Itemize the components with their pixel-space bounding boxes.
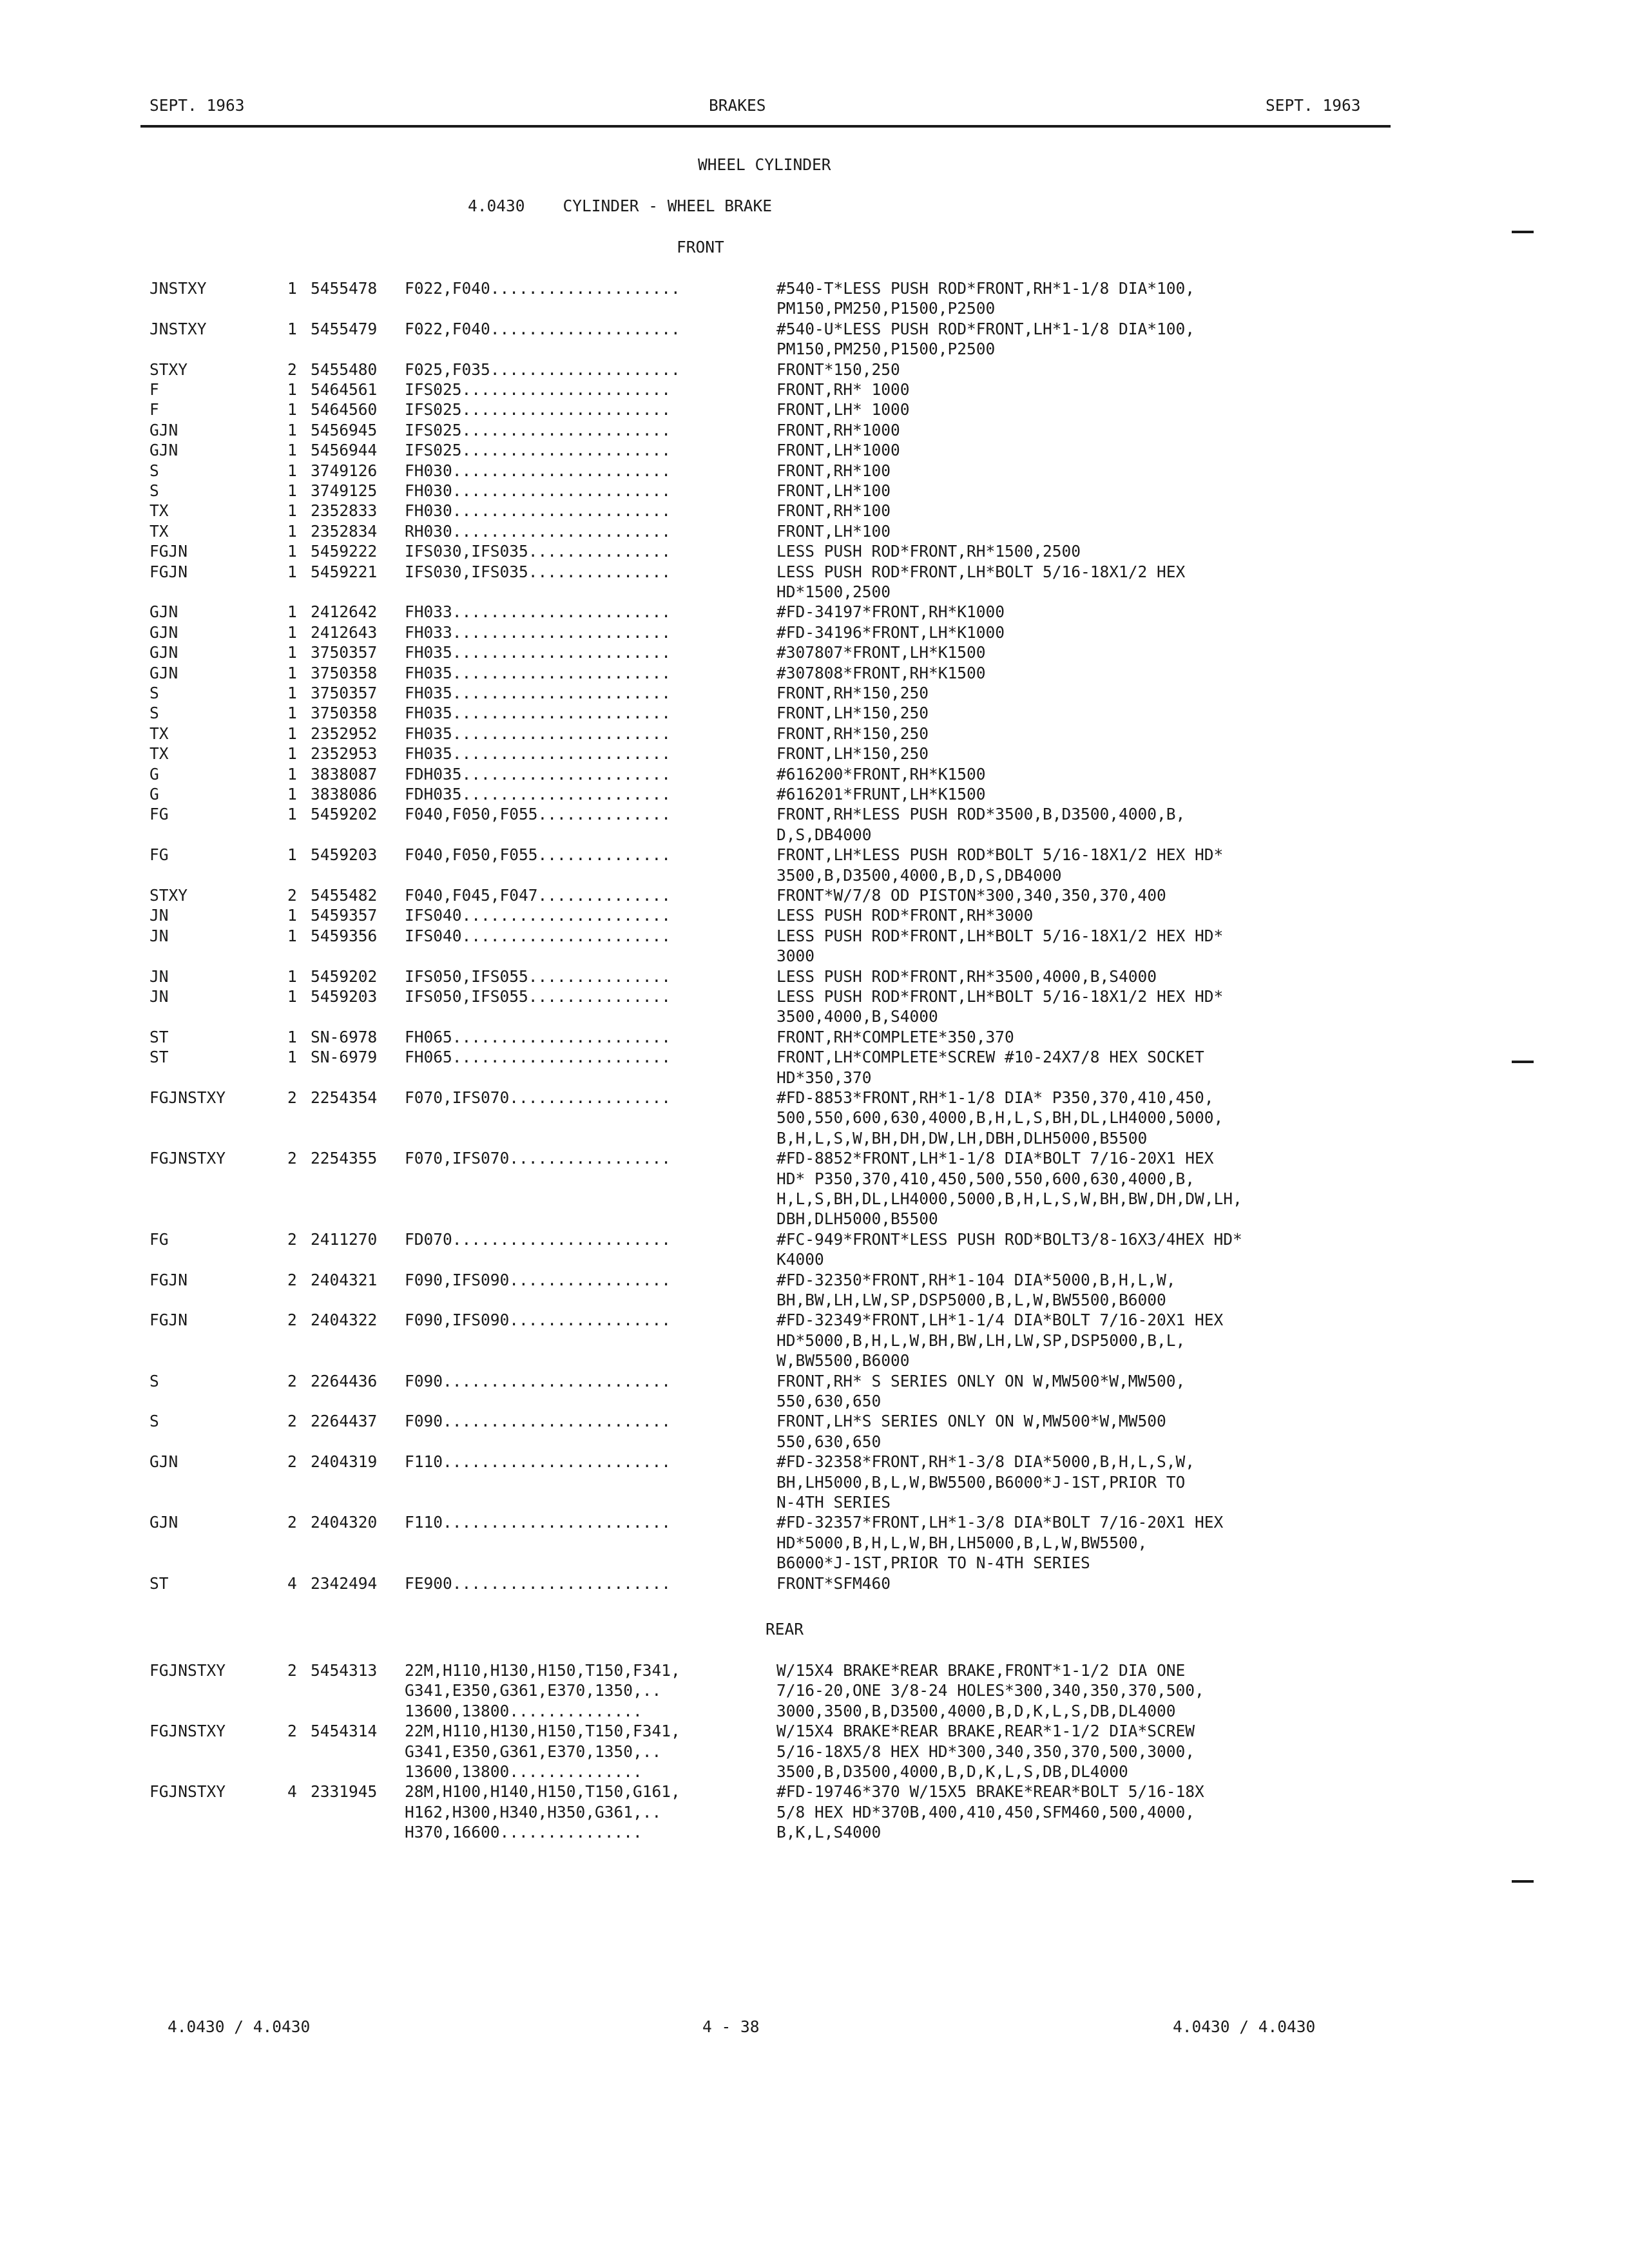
quantity: 2	[287, 360, 297, 379]
applicability-code: STXY	[149, 360, 188, 379]
applicability-code: ST	[149, 1573, 169, 1593]
part-description: #307807*FRONT,LH*K1500	[776, 643, 986, 662]
model-list: RH030.......................	[405, 521, 671, 541]
quantity: 1	[287, 704, 297, 723]
part-description: FRONT,RH*150,250	[776, 684, 929, 702]
applicability-code: JN	[149, 987, 169, 1006]
part-description: FRONT*SFM460	[776, 1573, 891, 1593]
part-description: LESS PUSH ROD*FRONT,LH*BOLT 5/16-18X1/2 HEX HD* 3500,4000,B,S4000	[776, 987, 1224, 1026]
part-description: FRONT*150,250	[776, 360, 900, 379]
part-number: 3750358	[311, 663, 378, 682]
part-number: 2342494	[311, 1573, 378, 1593]
quantity: 1	[287, 744, 297, 764]
part-description: #307808*FRONT,RH*K1500	[776, 663, 986, 682]
header-date-right: SEPT. 1963	[1266, 96, 1361, 115]
model-list: FE900.......................	[405, 1573, 671, 1593]
part-description: FRONT,RH*150,250	[776, 724, 929, 743]
model-list: FH033.......................	[405, 622, 671, 642]
model-list: F090,IFS090.................	[405, 1270, 671, 1289]
model-list: FDH035......................	[405, 764, 671, 783]
quantity: 1	[287, 380, 297, 399]
model-list: F025,F035....................	[405, 360, 680, 379]
part-number: 2412642	[311, 602, 378, 622]
applicability-code: TX	[149, 521, 169, 541]
model-list: F022,F040....................	[405, 279, 680, 298]
model-list: FDH035......................	[405, 785, 671, 803]
quantity: 1	[287, 987, 297, 1006]
part-description: #540-T*LESS PUSH ROD*FRONT,RH*1-1/8 DIA*100, PM150,PM250,P1500,P2500	[776, 279, 1195, 318]
part-description: #FD-34197*FRONT,RH*K1000	[776, 602, 1005, 622]
front-section-label: FRONT	[677, 238, 724, 256]
page-title: WHEEL CYLINDER	[698, 155, 831, 174]
applicability-code: JN	[149, 926, 169, 945]
model-list: FD070.......................	[405, 1229, 671, 1249]
model-list: F070,IFS070.................	[405, 1149, 671, 1168]
part-number: 2404322	[311, 1311, 378, 1330]
model-list: FH030.......................	[405, 501, 671, 521]
part-description: #FD-32358*FRONT,RH*1-3/8 DIA*5000,B,H,L,S,W, BH,LH5000,B,L,W,BW5500,B6000*J-1ST,PRIOR TO N-4TH SERIES	[776, 1452, 1195, 1512]
quantity: 1	[287, 562, 297, 581]
quantity: 1	[287, 542, 297, 561]
quantity: 2	[287, 1088, 297, 1107]
part-description: FRONT,LH*150,250	[776, 704, 929, 723]
part-number: 2404319	[311, 1452, 378, 1472]
model-list: F022,F040....................	[405, 319, 680, 338]
quantity: 2	[287, 1722, 297, 1741]
applicability-code: FGJN	[149, 542, 188, 561]
applicability-code: TX	[149, 724, 169, 743]
part-number: 5455480	[311, 360, 378, 379]
part-number: 5459221	[311, 562, 378, 581]
part-description: FRONT,LH*COMPLETE*SCREW #10-24X7/8 HEX SOCKET HD*350,370	[776, 1048, 1204, 1087]
part-description: FRONT,LH*1000	[776, 441, 900, 460]
part-number: 2352834	[311, 521, 378, 541]
quantity: 1	[287, 1048, 297, 1067]
part-number: 5459203	[311, 987, 378, 1006]
quantity: 1	[287, 845, 297, 865]
model-list: F040,F045,F047..............	[405, 886, 671, 905]
applicability-code: FG	[149, 845, 169, 865]
applicability-code: JN	[149, 966, 169, 986]
part-description: #616200*FRONT,RH*K1500	[776, 764, 986, 783]
quantity: 1	[287, 441, 297, 460]
footer-ref-left: 4.0430 / 4.0430	[168, 2017, 311, 2036]
part-description: FRONT,LH*LESS PUSH ROD*BOLT 5/16-18X1/2 HEX HD* 3500,B,D3500,4000,B,D,S,DB4000	[776, 845, 1224, 885]
part-description: W/15X4 BRAKE*REAR BRAKE,REAR*1-1/2 DIA*SCREW 5/16-18X5/8 HEX HD*300,340,350,370,500,3000, 3500,B,D3500,4000,B,D,K,L,S,DB,DL4000	[776, 1722, 1195, 1781]
part-number: 2254354	[311, 1088, 378, 1107]
margin-mark	[1512, 1880, 1534, 1883]
part-description: FRONT,RH* S SERIES ONLY ON W,MW500*W,MW500, 550,630,650	[776, 1371, 1186, 1410]
model-list: 22M,H110,H130,H150,T150,F341, G341,E350,G361,E370,1350,.. 13600,13800..............	[405, 1722, 680, 1781]
part-description: W/15X4 BRAKE*REAR BRAKE,FRONT*1-1/2 DIA ONE 7/16-20,ONE 3/8-24 HOLES*300,340,350,370,500, 3000,3500,B,D3500,4000,B,D,K,L,S,DB,DL4000	[776, 1661, 1204, 1720]
part-number: 5459202	[311, 805, 378, 824]
part-number: 5459356	[311, 926, 378, 945]
applicability-code: S	[149, 684, 159, 702]
applicability-code: JNSTXY	[149, 319, 207, 338]
model-list: FH065.......................	[405, 1048, 671, 1067]
model-list: IFS040......................	[405, 906, 671, 925]
model-list: IFS040......................	[405, 926, 671, 945]
footer-ref-right: 4.0430 / 4.0430	[1173, 2017, 1316, 2036]
part-number: 3750358	[311, 704, 378, 723]
applicability-code: F	[149, 400, 159, 419]
applicability-code: FGJN	[149, 1311, 188, 1330]
quantity: 1	[287, 785, 297, 803]
quantity: 2	[287, 1412, 297, 1431]
applicability-code: FG	[149, 1229, 169, 1249]
part-number: 5455479	[311, 319, 378, 338]
part-number: 5459222	[311, 542, 378, 561]
quantity: 1	[287, 501, 297, 521]
part-description: FRONT,RH*1000	[776, 420, 900, 439]
applicability-code: S	[149, 461, 159, 480]
part-description: FRONT,LH*100	[776, 481, 891, 500]
applicability-code: FGJNSTXY	[149, 1088, 226, 1107]
part-description: #FD-19746*370 W/15X5 BRAKE*REAR*BOLT 5/16-18X 5/8 HEX HD*370B,400,410,450,SFM460,500,4000, B,K,L,S4000	[776, 1782, 1204, 1842]
part-description: FRONT,RH*COMPLETE*350,370	[776, 1027, 1014, 1046]
part-number: 2404321	[311, 1270, 378, 1289]
header-section-title: BRAKES	[709, 96, 766, 115]
applicability-code: FGJNSTXY	[149, 1722, 226, 1741]
part-description: FRONT,LH*S SERIES ONLY ON W,MW500*W,MW500 550,630,650	[776, 1412, 1166, 1451]
part-description: LESS PUSH ROD*FRONT,LH*BOLT 5/16-18X1/2 HEX HD* 3000	[776, 926, 1224, 966]
applicability-code: S	[149, 704, 159, 723]
part-description: LESS PUSH ROD*FRONT,RH*3000	[776, 906, 1034, 925]
quantity: 4	[287, 1782, 297, 1802]
applicability-code: S	[149, 1371, 159, 1390]
applicability-code: ST	[149, 1048, 169, 1067]
part-description: #FD-32357*FRONT,LH*1-3/8 DIA*BOLT 7/16-20X1 HEX HD*5000,B,H,L,W,BH,LH5000,B,L,W,BW5500, B6000*J-1ST,PRIOR TO N-4TH SERIES	[776, 1513, 1224, 1573]
part-description: #FD-32349*FRONT,LH*1-1/4 DIA*BOLT 7/16-20X1 HEX HD*5000,B,H,L,W,BH,BW,LH,LW,SP,DSP5000,B,L, W,BW5500,B6000	[776, 1311, 1224, 1370]
part-description: #616201*FRUNT,LH*K1500	[776, 785, 986, 803]
quantity: 2	[287, 1229, 297, 1249]
part-number: 2404320	[311, 1513, 378, 1532]
model-list: FH065.......................	[405, 1027, 671, 1046]
quantity: 1	[287, 724, 297, 743]
part-number: SN-6978	[311, 1027, 378, 1046]
model-list: F040,F050,F055..............	[405, 845, 671, 865]
applicability-code: JN	[149, 906, 169, 925]
quantity: 1	[287, 1027, 297, 1046]
model-list: F040,F050,F055..............	[405, 805, 671, 824]
model-list: IFS025......................	[405, 441, 671, 460]
part-description: #FD-8852*FRONT,LH*1-1/8 DIA*BOLT 7/16-20X1 HEX HD* P350,370,410,450,500,550,600,630,4000,B, H,L,S,BH,DL,LH4000,5000,B,H,L,S,W,BH,BW,DH,DW,LH, DBH,DLH5000,B5500	[776, 1149, 1242, 1229]
quantity: 1	[287, 906, 297, 925]
applicability-code: GJN	[149, 441, 178, 460]
quantity: 1	[287, 926, 297, 945]
part-number: 2254355	[311, 1149, 378, 1168]
model-list: F070,IFS070.................	[405, 1088, 671, 1107]
part-description: #FD-34196*FRONT,LH*K1000	[776, 622, 1005, 642]
part-number: 2412643	[311, 622, 378, 642]
model-list: IFS050,IFS055...............	[405, 966, 671, 986]
part-description: FRONT,LH*150,250	[776, 744, 929, 764]
part-description: LESS PUSH ROD*FRONT,RH*1500,2500	[776, 542, 1081, 561]
part-number: 5459357	[311, 906, 378, 925]
model-list: FH035.......................	[405, 724, 671, 743]
quantity: 1	[287, 461, 297, 480]
margin-mark	[1512, 231, 1534, 233]
part-number: 2352953	[311, 744, 378, 764]
quantity: 1	[287, 805, 297, 824]
quantity: 1	[287, 420, 297, 439]
applicability-code: FGJN	[149, 1270, 188, 1289]
part-number: 3750357	[311, 684, 378, 702]
part-number: 3838086	[311, 785, 378, 803]
page-number: 4 - 38	[702, 2017, 760, 2036]
applicability-code: GJN	[149, 1452, 178, 1472]
applicability-code: GJN	[149, 663, 178, 682]
part-number: 2331945	[311, 1782, 378, 1802]
part-description: #FC-949*FRONT*LESS PUSH ROD*BOLT3/8-16X3/4HEX HD* K4000	[776, 1229, 1242, 1269]
header-rule	[140, 125, 1391, 128]
applicability-code: F	[149, 380, 159, 399]
quantity: 1	[287, 622, 297, 642]
applicability-code: S	[149, 481, 159, 500]
part-description: FRONT,RH*100	[776, 461, 891, 480]
part-number: 5456944	[311, 441, 378, 460]
part-number: 5455482	[311, 886, 378, 905]
model-list: IFS030,IFS035...............	[405, 542, 671, 561]
applicability-code: ST	[149, 1027, 169, 1046]
part-number: 2352833	[311, 501, 378, 521]
quantity: 1	[287, 279, 297, 298]
part-number: 2264436	[311, 1371, 378, 1390]
header-date-left: SEPT. 1963	[149, 96, 245, 115]
model-list: IFS030,IFS035...............	[405, 562, 671, 581]
part-description: FRONT,RH* 1000	[776, 380, 910, 399]
part-description: LESS PUSH ROD*FRONT,RH*3500,4000,B,S4000	[776, 966, 1157, 986]
part-number: 3749126	[311, 461, 378, 480]
part-number: 5454313	[311, 1661, 378, 1680]
applicability-code: FG	[149, 805, 169, 824]
quantity: 1	[287, 521, 297, 541]
applicability-code: JNSTXY	[149, 279, 207, 298]
part-description: FRONT,RH*LESS PUSH ROD*3500,B,D3500,4000,B, D,S,DB4000	[776, 805, 1186, 844]
part-description: #FD-32350*FRONT,RH*1-104 DIA*5000,B,H,L,W, BH,BW,LH,LW,SP,DSP5000,B,L,W,BW5500,B6000	[776, 1270, 1176, 1309]
part-number: 3838087	[311, 764, 378, 783]
part-description: FRONT,LH* 1000	[776, 400, 910, 419]
margin-mark	[1512, 1061, 1534, 1063]
model-list: IFS025......................	[405, 380, 671, 399]
rear-section-label: REAR	[766, 1620, 804, 1639]
model-list: FH035.......................	[405, 744, 671, 764]
model-list: F090,IFS090.................	[405, 1311, 671, 1330]
model-list: FH035.......................	[405, 663, 671, 682]
part-description: #FD-8853*FRONT,RH*1-1/8 DIA* P350,370,410,450, 500,550,600,630,4000,B,H,L,S,BH,DL,LH4000,5000, B,H,L,S,W,BH,DH,DW,LH,DBH,DLH5000,B5500	[776, 1088, 1224, 1148]
applicability-code: GJN	[149, 420, 178, 439]
quantity: 1	[287, 643, 297, 662]
quantity: 2	[287, 1311, 297, 1330]
applicability-code: GJN	[149, 622, 178, 642]
applicability-code: TX	[149, 501, 169, 521]
model-list: FH030.......................	[405, 461, 671, 480]
applicability-code: GJN	[149, 643, 178, 662]
applicability-code: S	[149, 1412, 159, 1431]
model-list: IFS025......................	[405, 400, 671, 419]
part-description: LESS PUSH ROD*FRONT,LH*BOLT 5/16-18X1/2 HEX HD*1500,2500	[776, 562, 1186, 601]
model-list: FH033.......................	[405, 602, 671, 622]
quantity: 2	[287, 1661, 297, 1680]
quantity: 1	[287, 400, 297, 419]
model-list: F110........................	[405, 1513, 671, 1532]
applicability-code: STXY	[149, 886, 188, 905]
model-list: F090........................	[405, 1371, 671, 1390]
quantity: 1	[287, 319, 297, 338]
quantity: 1	[287, 663, 297, 682]
quantity: 2	[287, 1371, 297, 1390]
quantity: 1	[287, 684, 297, 702]
part-number: 5459203	[311, 845, 378, 865]
model-list: 28M,H100,H140,H150,T150,G161, H162,H300,H340,H350,G361,.. H370,16600...............	[405, 1782, 680, 1842]
quantity: 2	[287, 1270, 297, 1289]
part-number: 5455478	[311, 279, 378, 298]
model-list: F090........................	[405, 1412, 671, 1431]
applicability-code: GJN	[149, 602, 178, 622]
part-number: 3749125	[311, 481, 378, 500]
applicability-code: FGJN	[149, 562, 188, 581]
part-description: FRONT,LH*100	[776, 521, 891, 541]
quantity: 4	[287, 1573, 297, 1593]
model-list: IFS025......................	[405, 420, 671, 439]
quantity: 1	[287, 966, 297, 986]
quantity: 1	[287, 602, 297, 622]
part-description: FRONT*W/7/8 OD PISTON*300,340,350,370,400	[776, 886, 1166, 905]
quantity: 1	[287, 481, 297, 500]
part-number: 5464560	[311, 400, 378, 419]
part-number: SN-6979	[311, 1048, 378, 1067]
applicability-code: FGJNSTXY	[149, 1782, 226, 1802]
part-number: 3750357	[311, 643, 378, 662]
part-number: 5464561	[311, 380, 378, 399]
part-number: 5459202	[311, 966, 378, 986]
applicability-code: FGJNSTXY	[149, 1149, 226, 1168]
applicability-code: G	[149, 785, 159, 803]
part-description: FRONT,RH*100	[776, 501, 891, 521]
part-number: 2352952	[311, 724, 378, 743]
quantity: 2	[287, 1513, 297, 1532]
quantity: 2	[287, 886, 297, 905]
applicability-code: TX	[149, 744, 169, 764]
model-list: FH035.......................	[405, 684, 671, 702]
model-list: FH030.......................	[405, 481, 671, 500]
part-number: 2411270	[311, 1229, 378, 1249]
applicability-code: GJN	[149, 1513, 178, 1532]
section-subtitle: 4.0430 CYLINDER - WHEEL BRAKE	[468, 197, 773, 215]
model-list: F110........................	[405, 1452, 671, 1472]
part-number: 5454314	[311, 1722, 378, 1741]
part-number: 5456945	[311, 420, 378, 439]
model-list: IFS050,IFS055...............	[405, 987, 671, 1006]
applicability-code: FGJNSTXY	[149, 1661, 226, 1680]
part-number: 2264437	[311, 1412, 378, 1431]
quantity: 2	[287, 1149, 297, 1168]
model-list: FH035.......................	[405, 704, 671, 723]
applicability-code: G	[149, 764, 159, 783]
part-description: #540-U*LESS PUSH ROD*FRONT,LH*1-1/8 DIA*100, PM150,PM250,P1500,P2500	[776, 319, 1195, 359]
quantity: 2	[287, 1452, 297, 1472]
quantity: 1	[287, 764, 297, 783]
model-list: 22M,H110,H130,H150,T150,F341, G341,E350,G361,E370,1350,.. 13600,13800..............	[405, 1661, 680, 1720]
model-list: FH035.......................	[405, 643, 671, 662]
